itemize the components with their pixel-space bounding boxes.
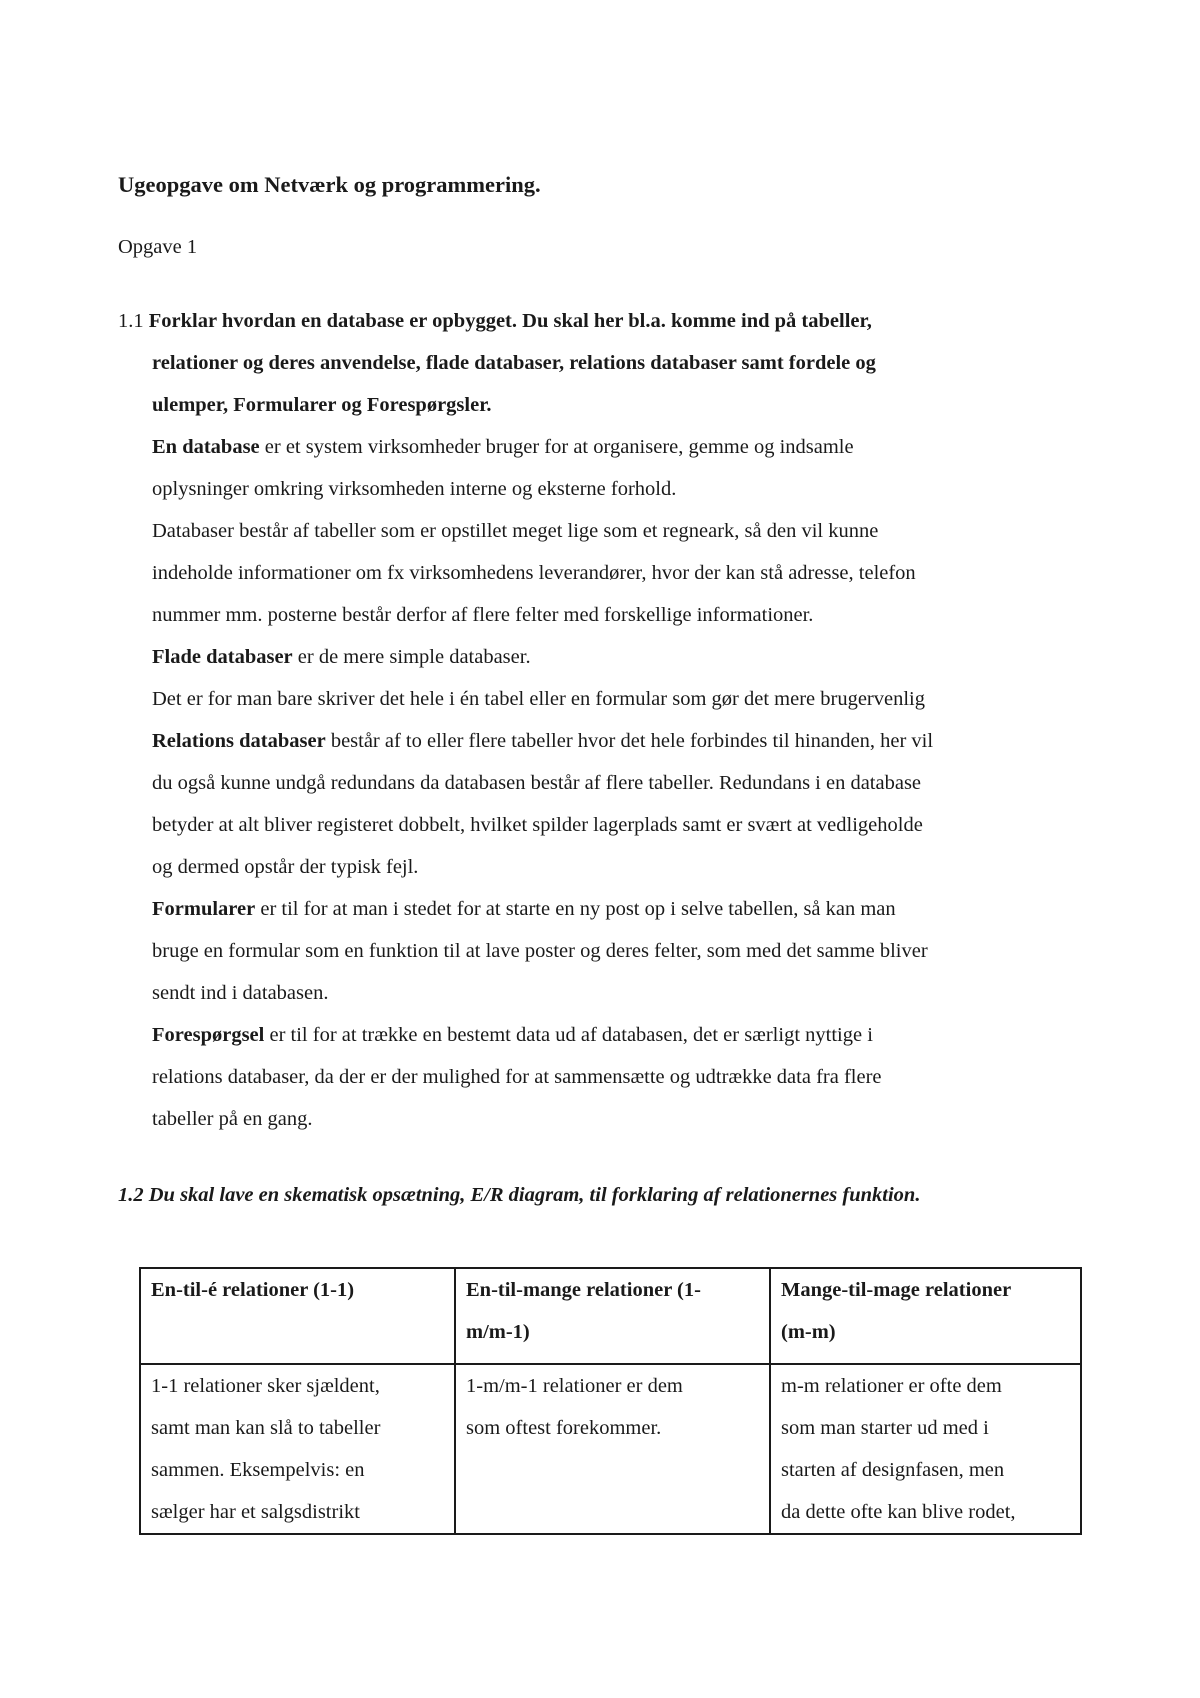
answer-line: indeholde informationer om fx virksomhedens leverandører, hvor der kan stå adresse, telefon (152, 562, 916, 584)
answer-text: er til for at trække en bestemt data ud af databasen, det er særligt nyttige i (264, 1024, 873, 1046)
cell-line: m-m relationer er ofte dem (781, 1375, 1002, 1397)
term-bold: Flade databaser (152, 646, 293, 668)
answer-line (118, 426, 1098, 468)
answer-line (118, 1014, 1098, 1056)
table-cell (140, 1364, 455, 1534)
question-number: 1.1 (118, 310, 144, 332)
table-cell (455, 1364, 770, 1534)
table-header-row (140, 1268, 1081, 1364)
answer-line: Det er for man bare skriver det hele i én tabel eller en formular som gør det mere brugervenlig (152, 688, 925, 710)
cell-line: sammen. Eksempelvis: en (151, 1459, 365, 1481)
header-line: En-til-é relationer (1-1) (151, 1279, 355, 1301)
table-row (140, 1364, 1081, 1534)
term-bold: En database (152, 436, 260, 458)
answer-text: er de mere simple databaser. (292, 646, 531, 668)
question-text: Forklar hvordan en database er opbygget. Du skal her bl.a. komme ind på tabeller, (148, 310, 872, 332)
answer-text: er et system virksomheder bruger for at organisere, gemme og indsamle (259, 436, 854, 458)
cell-line: samt man kan slå to tabeller (151, 1417, 381, 1439)
document-title: Ugeopgave om Netværk og programmering. (118, 172, 541, 197)
answer-line (118, 888, 1098, 930)
answer-text: er til for at man i stedet for at starte en ny post op i selve tabellen, så kan man (255, 898, 896, 920)
header-line: (m-m) (781, 1321, 836, 1343)
question-1-1-section (118, 300, 1098, 1140)
header-line: En-til-mange relationer (1- (466, 1279, 701, 1301)
term-bold: Formularer (152, 898, 256, 920)
cell-line: 1-m/m-1 relationer er dem (466, 1375, 683, 1397)
table-header-cell (770, 1268, 1081, 1364)
cell-line: sælger har et salgsdistrikt (151, 1501, 360, 1523)
question-line: relationer og deres anvendelse, flade databaser, relations databaser samt fordele og (152, 352, 876, 374)
answer-line: Databaser består af tabeller som er opstillet meget lige som et regneark, så den vil kunne (152, 520, 879, 542)
assignment-label: Opgave 1 (118, 236, 198, 258)
answer-line: du også kunne undgå redundans da databasen består af flere tabeller. Redundans i en database (152, 772, 922, 794)
cell-line: 1-1 relationer sker sjældent, (151, 1375, 380, 1397)
term-bold: Forespørgsel (152, 1024, 265, 1046)
answer-text: består af to eller flere tabeller hvor det hele forbindes til hinanden, her vil (325, 730, 934, 752)
question-line: ulemper, Formularer og Forespørgsler. (152, 394, 492, 416)
table-header-cell (455, 1268, 770, 1364)
header-line: m/m-1) (466, 1321, 530, 1343)
cell-line: som oftest forekommer. (466, 1417, 662, 1439)
table-cell (770, 1364, 1081, 1534)
answer-line: nummer mm. posterne består derfor af flere felter med forskellige informationer. (152, 604, 814, 626)
cell-line: da dette ofte kan blive rodet, (781, 1501, 1016, 1523)
answer-line (118, 720, 1098, 762)
header-line: Mange-til-mage relationer (781, 1279, 1012, 1301)
relations-table (139, 1267, 1082, 1535)
question-line (118, 300, 1098, 342)
answer-line: bruge en formular som en funktion til at lave poster og deres felter, som med det samme bliver (152, 940, 928, 962)
answer-line: betyder at alt bliver registeret dobbelt, hvilket spilder lagerplads samt er svært at vedligeholde (152, 814, 923, 836)
answer-line: og dermed opstår der typisk fejl. (152, 856, 419, 878)
question-1-2-heading: 1.2 Du skal lave en skematisk opsætning, E/R diagram, til forklaring af relationernes funktion. (118, 1184, 921, 1206)
answer-line: oplysninger omkring virksomheden interne og eksterne forhold. (152, 478, 677, 500)
term-bold: Relations databaser (152, 730, 326, 752)
answer-line: tabeller på en gang. (152, 1108, 313, 1130)
cell-line: starten af designfasen, men (781, 1459, 1005, 1481)
table-header-cell (140, 1268, 455, 1364)
answer-line: sendt ind i databasen. (152, 982, 329, 1004)
answer-line (118, 636, 1098, 678)
cell-line: som man starter ud med i (781, 1417, 989, 1439)
answer-line: relations databaser, da der er der mulighed for at sammensætte og udtrække data fra flere (152, 1066, 882, 1088)
